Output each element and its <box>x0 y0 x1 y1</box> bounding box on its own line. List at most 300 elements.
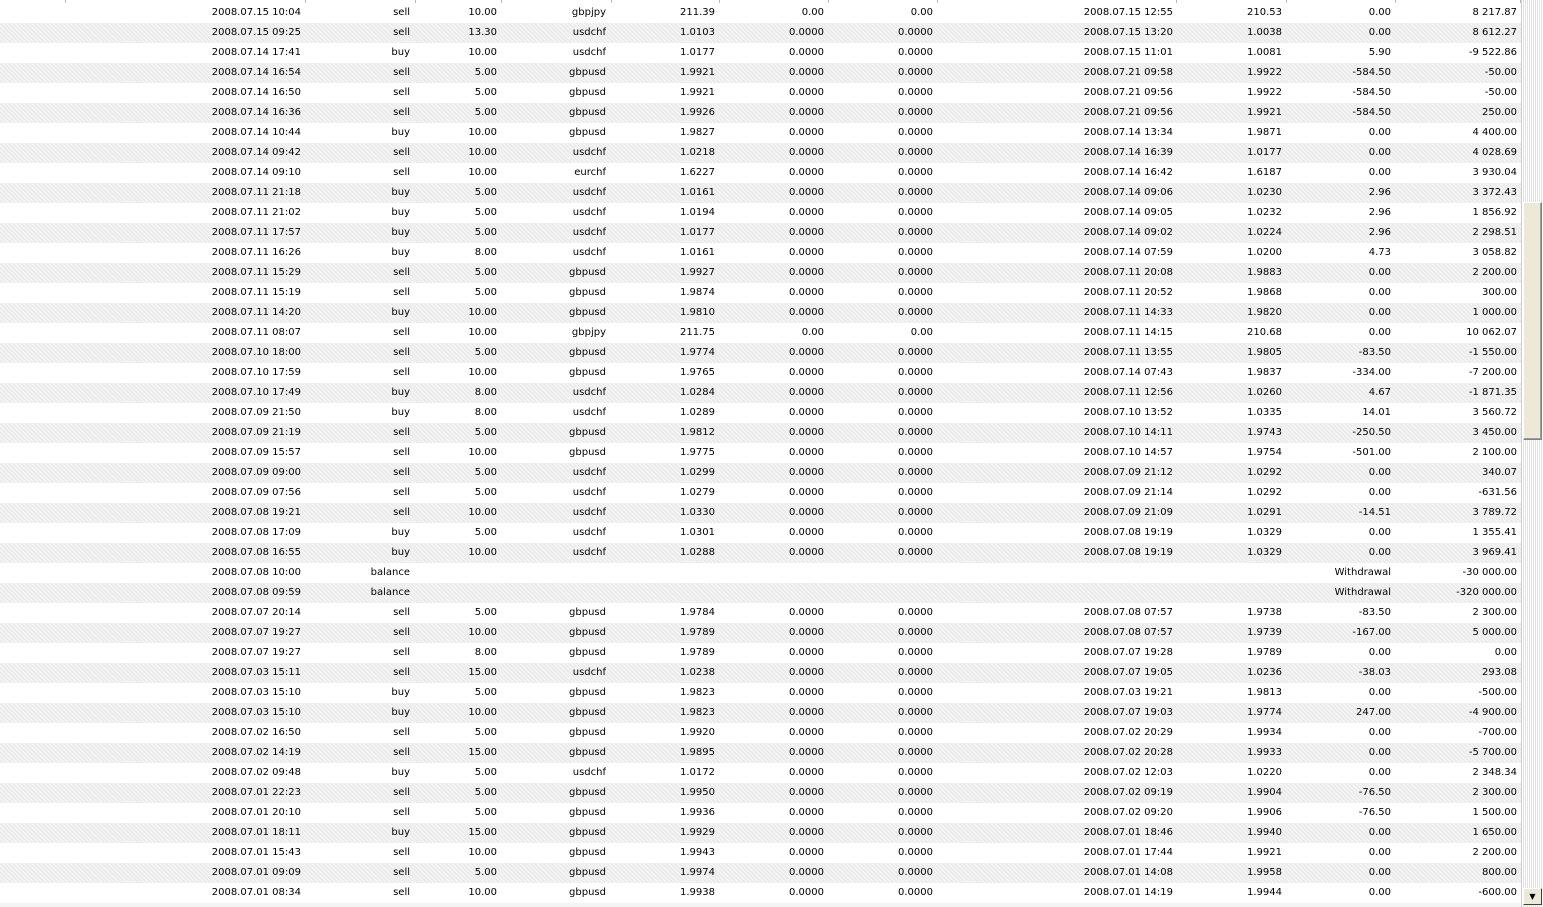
open-price-cell: 1.9943 <box>680 847 715 858</box>
table-row[interactable] <box>0 823 1521 843</box>
take-profit-cell: 0.0000 <box>898 367 933 378</box>
open-price-cell: 1.0238 <box>680 667 715 678</box>
take-profit-cell: 0.0000 <box>898 627 933 638</box>
stop-loss-cell: 0.0000 <box>789 887 824 898</box>
swap-cell: -584.50 <box>1352 107 1391 118</box>
table-row[interactable] <box>0 143 1521 163</box>
lots-cell: 8.00 <box>474 247 497 258</box>
profit-cell: 1 355.41 <box>1472 527 1517 538</box>
symbol-cell: usdchf <box>572 547 606 558</box>
open-time-cell: 2008.07.14 16:50 <box>211 87 301 98</box>
profit-cell: 1 650.00 <box>1472 827 1517 838</box>
symbol-cell: gbpusd <box>569 807 606 818</box>
stop-loss-cell: 0.0000 <box>789 867 824 878</box>
type-cell: sell <box>393 487 410 498</box>
down-arrow-icon[interactable]: ▼ <box>1523 888 1542 905</box>
take-profit-cell: 0.0000 <box>898 827 933 838</box>
swap-cell: 247.00 <box>1356 707 1391 718</box>
type-cell: sell <box>393 727 410 738</box>
lots-cell: 5.00 <box>474 867 497 878</box>
symbol-cell: gbpusd <box>569 347 606 358</box>
lots-cell: 10.00 <box>468 7 497 18</box>
type-cell: buy <box>391 187 410 198</box>
close-price-cell: 1.0220 <box>1247 767 1282 778</box>
table-row[interactable] <box>0 623 1521 643</box>
take-profit-cell: 0.00 <box>910 7 933 18</box>
close-time-cell: 2008.07.08 07:57 <box>1083 607 1173 618</box>
open-price-cell: 1.0161 <box>680 187 715 198</box>
table-row[interactable] <box>0 23 1521 43</box>
type-cell: sell <box>393 267 410 278</box>
take-profit-cell: 0.0000 <box>898 427 933 438</box>
stop-loss-cell: 0.00 <box>801 327 824 338</box>
table-row[interactable] <box>0 683 1521 703</box>
type-cell: buy <box>391 47 410 58</box>
swap-cell: 4.67 <box>1368 387 1391 398</box>
table-row[interactable] <box>0 723 1521 743</box>
open-time-cell: 2008.07.10 17:49 <box>211 387 301 398</box>
table-row[interactable] <box>0 503 1521 523</box>
lots-cell: 5.00 <box>474 207 497 218</box>
lots-cell: 10.00 <box>468 47 497 58</box>
profit-cell: 4 400.00 <box>1472 127 1517 138</box>
type-cell: sell <box>393 347 410 358</box>
table-row[interactable] <box>0 183 1521 203</box>
swap-cell: -76.50 <box>1358 807 1391 818</box>
close-price-cell: 1.6187 <box>1247 167 1282 178</box>
table-row[interactable] <box>0 543 1521 563</box>
lots-cell: 10.00 <box>468 547 497 558</box>
close-time-cell: 2008.07.07 19:28 <box>1083 647 1173 658</box>
close-time-cell: 2008.07.14 07:43 <box>1083 367 1173 378</box>
open-price-cell: 1.9936 <box>680 807 715 818</box>
take-profit-cell: 0.0000 <box>898 507 933 518</box>
stop-loss-cell: 0.0000 <box>789 427 824 438</box>
open-time-cell: 2008.07.10 18:00 <box>211 347 301 358</box>
open-time-cell: 2008.07.14 09:10 <box>211 167 301 178</box>
take-profit-cell: 0.0000 <box>898 27 933 38</box>
type-cell: sell <box>393 67 410 78</box>
table-row[interactable] <box>0 3 1521 23</box>
table-row[interactable] <box>0 263 1521 283</box>
stop-loss-cell: 0.0000 <box>789 527 824 538</box>
open-time-cell: 2008.07.10 17:59 <box>211 367 301 378</box>
symbol-cell: usdchf <box>572 147 606 158</box>
open-time-cell: 2008.07.11 08:07 <box>211 327 301 338</box>
open-price-cell: 1.0194 <box>680 207 715 218</box>
swap-cell: 2.96 <box>1368 187 1391 198</box>
take-profit-cell: 0.0000 <box>898 867 933 878</box>
open-time-cell: 2008.07.03 15:11 <box>211 667 301 678</box>
type-cell: sell <box>393 647 410 658</box>
symbol-cell: gbpusd <box>569 727 606 738</box>
close-price-cell: 210.68 <box>1247 327 1282 338</box>
profit-cell: 4 028.69 <box>1472 147 1517 158</box>
table-row[interactable] <box>0 523 1521 543</box>
table-row[interactable] <box>0 403 1521 423</box>
open-time-cell: 2008.07.11 15:29 <box>211 267 301 278</box>
type-cell: sell <box>393 887 410 898</box>
symbol-cell: usdchf <box>572 467 606 478</box>
close-time-cell: 2008.07.21 09:56 <box>1083 87 1173 98</box>
open-time-cell: 2008.07.11 15:19 <box>211 287 301 298</box>
stop-loss-cell: 0.0000 <box>789 807 824 818</box>
table-row[interactable] <box>0 43 1521 63</box>
open-time-cell: 2008.07.14 10:44 <box>211 127 301 138</box>
close-time-cell: 2008.07.14 09:06 <box>1083 187 1173 198</box>
profit-cell: 8 612.27 <box>1472 27 1517 38</box>
type-cell: sell <box>393 507 410 518</box>
table-row[interactable] <box>0 63 1521 83</box>
table-row[interactable] <box>0 323 1521 343</box>
symbol-cell: usdchf <box>572 187 606 198</box>
take-profit-cell: 0.0000 <box>898 267 933 278</box>
swap-cell: -83.50 <box>1358 607 1391 618</box>
open-time-cell: 2008.07.14 17:41 <box>211 47 301 58</box>
stop-loss-cell: 0.0000 <box>789 387 824 398</box>
take-profit-cell: 0.0000 <box>898 807 933 818</box>
table-row[interactable] <box>0 83 1521 103</box>
table-row[interactable] <box>0 803 1521 823</box>
open-price-cell: 1.9950 <box>680 787 715 798</box>
take-profit-cell: 0.0000 <box>898 847 933 858</box>
table-row[interactable] <box>0 163 1521 183</box>
table-row[interactable] <box>0 643 1521 663</box>
lots-cell: 10.00 <box>468 127 497 138</box>
close-price-cell: 1.9805 <box>1247 347 1282 358</box>
profit-cell: 2 348.34 <box>1472 767 1517 778</box>
profit-cell: -700.00 <box>1478 727 1517 738</box>
table-row[interactable] <box>0 583 1521 603</box>
table-row[interactable] <box>0 703 1521 723</box>
stop-loss-cell: 0.0000 <box>789 487 824 498</box>
table-row[interactable] <box>0 243 1521 263</box>
symbol-cell: usdchf <box>572 247 606 258</box>
open-time-cell: 2008.07.11 21:02 <box>211 207 301 218</box>
profit-cell: 1 500.00 <box>1472 807 1517 818</box>
lots-cell: 5.00 <box>474 347 497 358</box>
table-row[interactable] <box>0 303 1521 323</box>
open-time-cell: 2008.07.01 20:10 <box>211 807 301 818</box>
table-row[interactable] <box>0 383 1521 403</box>
open-time-cell: 2008.07.11 17:57 <box>211 227 301 238</box>
open-price-cell: 1.0330 <box>680 507 715 518</box>
lots-cell: 15.00 <box>468 747 497 758</box>
profit-cell: 300.00 <box>1482 287 1517 298</box>
close-price-cell: 1.9921 <box>1247 107 1282 118</box>
open-price-cell: 1.9929 <box>680 827 715 838</box>
close-time-cell: 2008.07.01 14:08 <box>1083 867 1173 878</box>
type-cell: sell <box>393 787 410 798</box>
type-cell: buy <box>391 387 410 398</box>
symbol-cell: gbpjpy <box>571 327 606 338</box>
lots-cell: 5.00 <box>474 487 497 498</box>
type-cell: buy <box>391 687 410 698</box>
lots-cell: 8.00 <box>474 407 497 418</box>
profit-cell: 250.00 <box>1482 107 1517 118</box>
close-price-cell: 1.9871 <box>1247 127 1282 138</box>
close-price-cell: 1.9883 <box>1247 267 1282 278</box>
lots-cell: 15.00 <box>468 827 497 838</box>
symbol-cell: usdchf <box>572 527 606 538</box>
take-profit-cell: 0.0000 <box>898 187 933 198</box>
open-price-cell: 1.0299 <box>680 467 715 478</box>
close-time-cell: 2008.07.02 20:29 <box>1083 727 1173 738</box>
open-price-cell: 1.9926 <box>680 107 715 118</box>
stop-loss-cell: 0.0000 <box>789 207 824 218</box>
stop-loss-cell: 0.0000 <box>789 67 824 78</box>
stop-loss-cell: 0.0000 <box>789 787 824 798</box>
type-cell: sell <box>393 367 410 378</box>
swap-cell: 0.00 <box>1368 727 1391 738</box>
profit-cell: -50.00 <box>1484 67 1517 78</box>
profit-cell: -4 900.00 <box>1468 707 1517 718</box>
symbol-cell: gbpjpy <box>571 7 606 18</box>
close-price-cell: 1.0177 <box>1247 147 1282 158</box>
open-price-cell: 1.9784 <box>680 607 715 618</box>
table-row[interactable] <box>0 743 1521 763</box>
close-time-cell: 2008.07.15 11:01 <box>1083 47 1173 58</box>
swap-cell: 0.00 <box>1368 167 1391 178</box>
stop-loss-cell: 0.0000 <box>789 687 824 698</box>
stop-loss-cell: 0.0000 <box>789 627 824 638</box>
symbol-cell: gbpusd <box>569 127 606 138</box>
stop-loss-cell: 0.0000 <box>789 647 824 658</box>
open-price-cell: 1.9774 <box>680 347 715 358</box>
swap-cell: -38.03 <box>1358 667 1391 678</box>
symbol-cell: usdchf <box>572 507 606 518</box>
symbol-cell: gbpusd <box>569 287 606 298</box>
table-row[interactable] <box>0 283 1521 303</box>
symbol-cell: gbpusd <box>569 827 606 838</box>
table-row[interactable] <box>0 443 1521 463</box>
swap-cell: -76.50 <box>1358 787 1391 798</box>
close-price-cell: 1.9944 <box>1247 887 1282 898</box>
type-cell: sell <box>393 287 410 298</box>
close-price-cell: 1.9789 <box>1247 647 1282 658</box>
symbol-cell: usdchf <box>572 767 606 778</box>
open-price-cell: 1.0279 <box>680 487 715 498</box>
swap-cell: 0.00 <box>1368 27 1391 38</box>
lots-cell: 5.00 <box>474 107 497 118</box>
type-cell: sell <box>393 27 410 38</box>
open-time-cell: 2008.07.11 14:20 <box>211 307 301 318</box>
swap-cell: 0.00 <box>1368 467 1391 478</box>
table-row[interactable] <box>0 343 1521 363</box>
close-price-cell: 1.9739 <box>1247 627 1282 638</box>
close-time-cell: 2008.07.14 13:34 <box>1083 127 1173 138</box>
open-time-cell: 2008.07.03 15:10 <box>211 707 301 718</box>
profit-cell: 3 372.43 <box>1472 187 1517 198</box>
open-time-cell: 2008.07.09 09:00 <box>211 467 301 478</box>
symbol-cell: gbpusd <box>569 607 606 618</box>
open-price-cell: 1.0103 <box>680 27 715 38</box>
stop-loss-cell: 0.0000 <box>789 747 824 758</box>
close-time-cell: 2008.07.15 13:20 <box>1083 27 1173 38</box>
take-profit-cell: 0.0000 <box>898 767 933 778</box>
type-cell: sell <box>393 7 410 18</box>
stop-loss-cell: 0.0000 <box>789 827 824 838</box>
swap-cell: 0.00 <box>1368 847 1391 858</box>
symbol-cell: eurchf <box>574 167 606 178</box>
profit-cell: 2 200.00 <box>1472 267 1517 278</box>
open-price-cell: 1.0218 <box>680 147 715 158</box>
lots-cell: 10.00 <box>468 627 497 638</box>
take-profit-cell: 0.0000 <box>898 287 933 298</box>
close-time-cell: 2008.07.14 16:39 <box>1083 147 1173 158</box>
profit-cell: 8 217.87 <box>1472 7 1517 18</box>
table-row[interactable] <box>0 223 1521 243</box>
table-row[interactable] <box>0 663 1521 683</box>
open-time-cell: 2008.07.01 22:23 <box>211 787 301 798</box>
table-row[interactable] <box>0 563 1521 583</box>
take-profit-cell: 0.0000 <box>898 547 933 558</box>
profit-cell: 2 300.00 <box>1472 787 1517 798</box>
close-time-cell: 2008.07.10 14:11 <box>1083 427 1173 438</box>
table-row[interactable] <box>0 843 1521 863</box>
close-time-cell: 2008.07.10 14:57 <box>1083 447 1173 458</box>
close-time-cell: 2008.07.15 12:55 <box>1083 7 1173 18</box>
table-row[interactable] <box>0 363 1521 383</box>
lots-cell: 5.00 <box>474 287 497 298</box>
profit-cell: 340.07 <box>1482 467 1517 478</box>
type-cell: sell <box>393 847 410 858</box>
close-time-cell: 2008.07.08 19:19 <box>1083 547 1173 558</box>
close-price-cell: 210.53 <box>1247 7 1282 18</box>
type-cell: sell <box>393 107 410 118</box>
take-profit-cell: 0.00 <box>910 327 933 338</box>
swap-cell: 14.01 <box>1362 407 1391 418</box>
close-time-cell: 2008.07.09 21:14 <box>1083 487 1173 498</box>
close-price-cell: 1.9934 <box>1247 727 1282 738</box>
scrollbar-thumb[interactable] <box>1523 202 1542 440</box>
close-time-cell: 2008.07.11 20:52 <box>1083 287 1173 298</box>
close-time-cell: 2008.07.11 12:56 <box>1083 387 1173 398</box>
open-time-cell: 2008.07.14 09:42 <box>211 147 301 158</box>
open-price-cell: 1.9921 <box>680 67 715 78</box>
symbol-cell: gbpusd <box>569 867 606 878</box>
close-price-cell: 1.9837 <box>1247 367 1282 378</box>
profit-cell: 2 200.00 <box>1472 847 1517 858</box>
open-price-cell: 1.9874 <box>680 287 715 298</box>
open-time-cell: 2008.07.08 09:59 <box>211 587 301 598</box>
take-profit-cell: 0.0000 <box>898 687 933 698</box>
swap-cell: 2.96 <box>1368 207 1391 218</box>
lots-cell: 5.00 <box>474 527 497 538</box>
swap-cell: -584.50 <box>1352 87 1391 98</box>
symbol-cell: gbpusd <box>569 687 606 698</box>
close-price-cell: 1.9820 <box>1247 307 1282 318</box>
table-row[interactable] <box>0 423 1521 443</box>
take-profit-cell: 0.0000 <box>898 107 933 118</box>
vertical-scrollbar[interactable] <box>1521 0 1543 907</box>
open-time-cell: 2008.07.02 16:50 <box>211 727 301 738</box>
close-price-cell: 1.0224 <box>1247 227 1282 238</box>
table-row[interactable] <box>0 103 1521 123</box>
close-time-cell: 2008.07.11 20:08 <box>1083 267 1173 278</box>
close-time-cell: 2008.07.09 21:12 <box>1083 467 1173 478</box>
profit-cell: 293.08 <box>1482 667 1517 678</box>
swap-cell: -501.00 <box>1352 447 1391 458</box>
stop-loss-cell: 0.0000 <box>789 667 824 678</box>
symbol-cell: gbpusd <box>569 707 606 718</box>
take-profit-cell: 0.0000 <box>898 887 933 898</box>
stop-loss-cell: 0.0000 <box>789 307 824 318</box>
swap-cell: 0.00 <box>1368 287 1391 298</box>
open-time-cell: 2008.07.09 07:56 <box>211 487 301 498</box>
lots-cell: 5.00 <box>474 787 497 798</box>
open-price-cell: 1.9920 <box>680 727 715 738</box>
stop-loss-cell: 0.0000 <box>789 407 824 418</box>
table-row[interactable] <box>0 603 1521 623</box>
close-time-cell: 2008.07.07 19:05 <box>1083 667 1173 678</box>
type-cell: sell <box>393 167 410 178</box>
close-time-cell: 2008.07.08 19:19 <box>1083 527 1173 538</box>
open-time-cell: 2008.07.09 15:57 <box>211 447 301 458</box>
symbol-cell: usdchf <box>572 27 606 38</box>
swap-cell: 0.00 <box>1368 307 1391 318</box>
swap-cell: 4.73 <box>1368 247 1391 258</box>
take-profit-cell: 0.0000 <box>898 467 933 478</box>
stop-loss-cell: 0.0000 <box>789 607 824 618</box>
symbol-cell: usdchf <box>572 487 606 498</box>
lots-cell: 5.00 <box>474 187 497 198</box>
table-row[interactable] <box>0 123 1521 143</box>
stop-loss-cell: 0.0000 <box>789 147 824 158</box>
open-time-cell: 2008.07.09 21:50 <box>211 407 301 418</box>
table-row[interactable] <box>0 463 1521 483</box>
table-row[interactable] <box>0 763 1521 783</box>
swap-cell: -250.50 <box>1352 427 1391 438</box>
close-price-cell: 1.9774 <box>1247 707 1282 718</box>
profit-cell: 2 100.00 <box>1472 447 1517 458</box>
close-price-cell: 1.0236 <box>1247 667 1282 678</box>
close-time-cell: 2008.07.01 18:46 <box>1083 827 1173 838</box>
swap-cell: 0.00 <box>1368 747 1391 758</box>
lots-cell: 15.00 <box>468 667 497 678</box>
table-row[interactable] <box>0 863 1521 883</box>
symbol-cell: usdchf <box>572 667 606 678</box>
open-price-cell: 1.9895 <box>680 747 715 758</box>
swap-cell: 0.00 <box>1368 687 1391 698</box>
type-cell: buy <box>391 767 410 778</box>
close-price-cell: 1.0335 <box>1247 407 1282 418</box>
profit-cell: 1 856.92 <box>1472 207 1517 218</box>
take-profit-cell: 0.0000 <box>898 87 933 98</box>
close-time-cell: 2008.07.21 09:58 <box>1083 67 1173 78</box>
swap-cell: Withdrawal <box>1334 567 1391 578</box>
open-price-cell: 1.0284 <box>680 387 715 398</box>
type-cell: buy <box>391 227 410 238</box>
table-row[interactable] <box>0 203 1521 223</box>
table-row[interactable] <box>0 783 1521 803</box>
lots-cell: 5.00 <box>474 767 497 778</box>
close-time-cell: 2008.07.11 14:15 <box>1083 327 1173 338</box>
close-price-cell: 1.0200 <box>1247 247 1282 258</box>
take-profit-cell: 0.0000 <box>898 67 933 78</box>
table-row[interactable] <box>0 883 1521 903</box>
stop-loss-cell: 0.0000 <box>789 767 824 778</box>
swap-cell: 0.00 <box>1368 147 1391 158</box>
table-row[interactable] <box>0 483 1521 503</box>
type-cell: buy <box>391 247 410 258</box>
close-time-cell: 2008.07.01 17:44 <box>1083 847 1173 858</box>
type-cell: buy <box>391 127 410 138</box>
take-profit-cell: 0.0000 <box>898 307 933 318</box>
open-time-cell: 2008.07.07 19:27 <box>211 627 301 638</box>
swap-cell: 0.00 <box>1368 827 1391 838</box>
type-cell: sell <box>393 807 410 818</box>
